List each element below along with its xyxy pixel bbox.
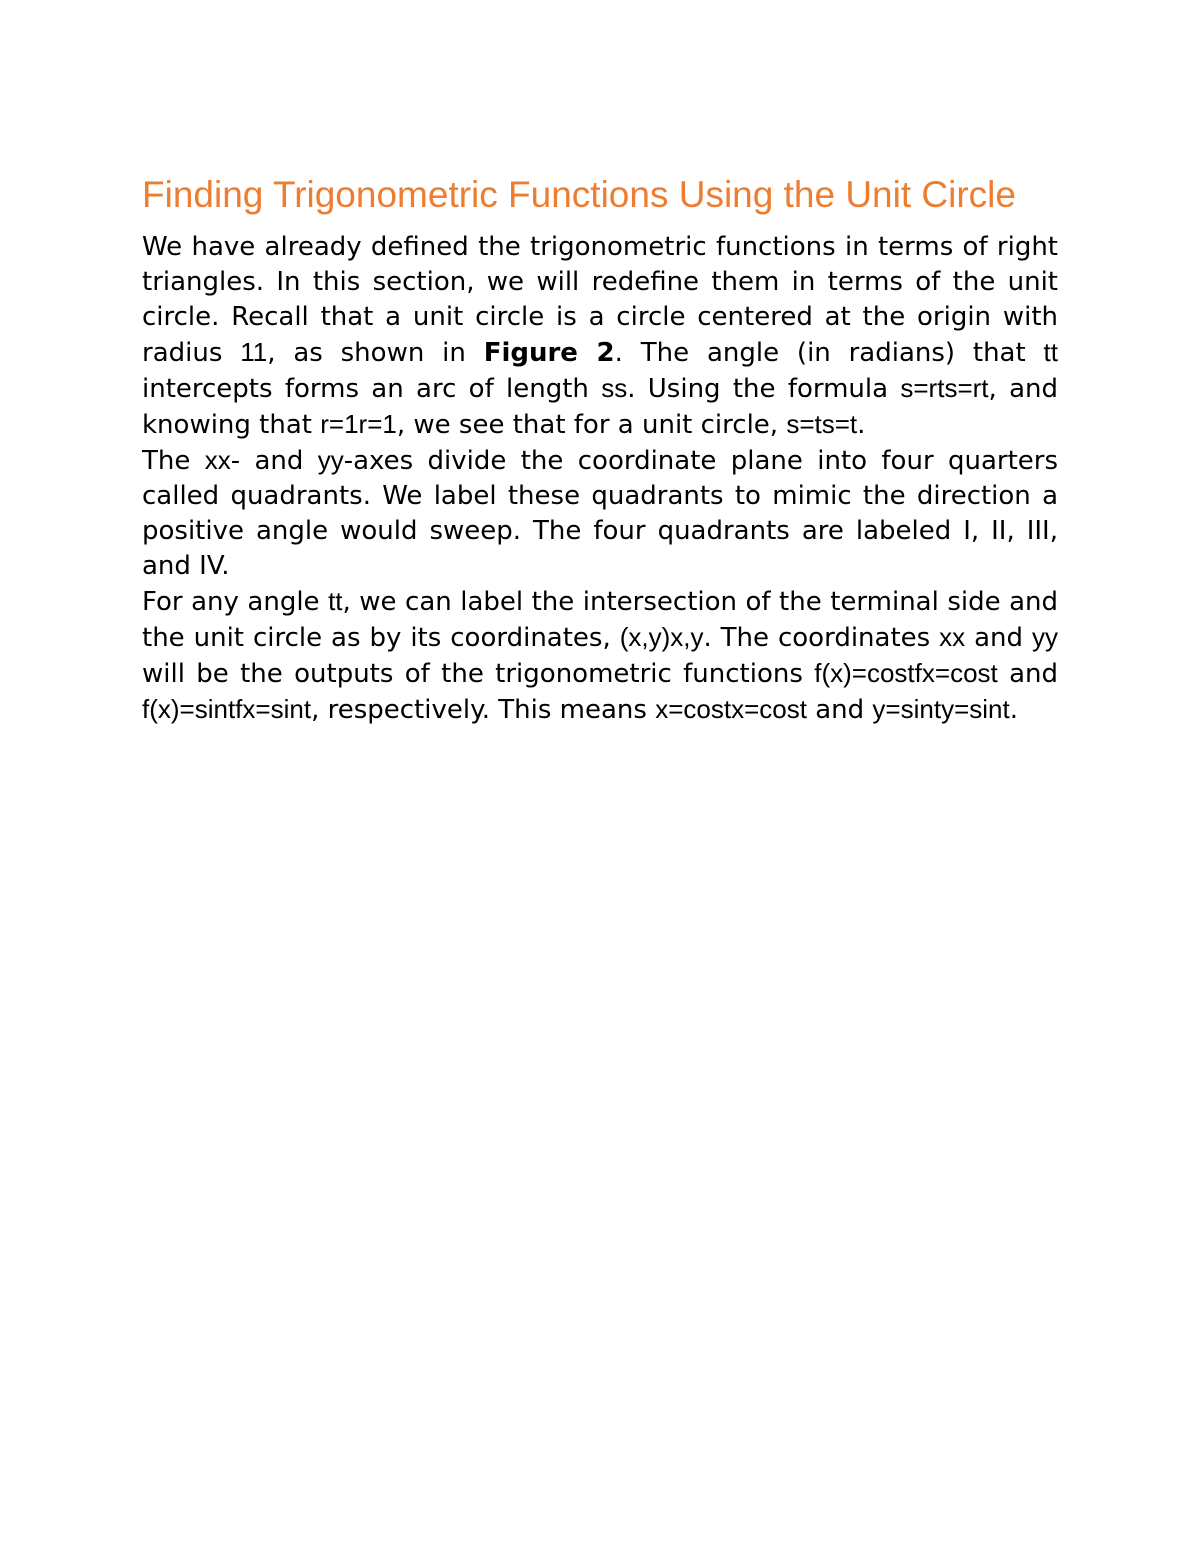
text-run: . Using the formula [627, 374, 901, 404]
text-run: . The angle (in radians) that [614, 338, 1044, 368]
math-radius-equals-one: r=1r=1 [320, 409, 397, 439]
math-x: xx [939, 622, 966, 652]
section-title: Finding Trigonometric Functions Using the Unit Circle [142, 174, 1016, 215]
text-run: . [1009, 695, 1018, 725]
text-run: . The coordinates [703, 623, 940, 653]
text-run: intercepts forms an arc of length [142, 374, 602, 404]
math-x-equals-cos: x=costx=cost [655, 694, 807, 724]
math-y-equals-sin: y=sinty=sint [872, 694, 1010, 724]
text-run: The [142, 446, 205, 476]
text-run: , respectively. This means [311, 695, 656, 725]
math-s-equals-t: s=ts=t [786, 409, 858, 439]
paragraph-quadrants [142, 443, 1058, 584]
math-x-axis: xx [204, 445, 231, 475]
text-run: For any angle [142, 587, 329, 617]
text-run: and [997, 659, 1059, 689]
math-cos-function: f(x)=costfx=cost [814, 658, 998, 688]
math-angle-t: tt [328, 586, 343, 616]
math-point-xy: (x,y)x,y [619, 622, 704, 652]
text-run: , we can label the intersection of the terminal side and the unit circle as by its coordinates, [142, 587, 1059, 653]
document-content [142, 172, 1058, 728]
text-run: We have already defined the trigonometric functions in terms of right triangles. In this section, we will redefine them in terms of the unit circle. Recall that a unit circle is a circle centered at the origin with radius [142, 232, 1058, 368]
math-sin-function: f(x)=sintfx=sint [142, 694, 312, 724]
math-y: yy [1031, 622, 1058, 652]
text-run: will be the outputs of the trigonometric functions [142, 659, 815, 689]
paragraph-unit-circle-definition [142, 230, 1058, 443]
text-run: . [857, 410, 866, 440]
math-arc-formula: s=rts=rt [900, 373, 989, 403]
paragraph-coordinates [142, 584, 1058, 728]
figure-reference: Figure 2 [483, 338, 615, 368]
text-run: -axes divide the coordinate plane into four quarters called quadrants. We label these quadrants to mimic the direction a positive angle would sweep. The four quadrants are labeled I, II, III, and IV. [142, 446, 1059, 581]
math-y-axis: yy [317, 445, 344, 475]
math-angle-t: tt [1043, 337, 1058, 367]
text-run: and [965, 623, 1032, 653]
text-run: , as shown in [267, 338, 484, 368]
math-arc-length-s: ss [601, 373, 628, 403]
math-radius: 11 [240, 337, 268, 367]
text-run: and [806, 695, 873, 725]
text-run: - and [230, 446, 318, 476]
text-run: , we see that for a unit circle, [396, 410, 787, 440]
text-run: , and knowing that [142, 374, 1058, 440]
